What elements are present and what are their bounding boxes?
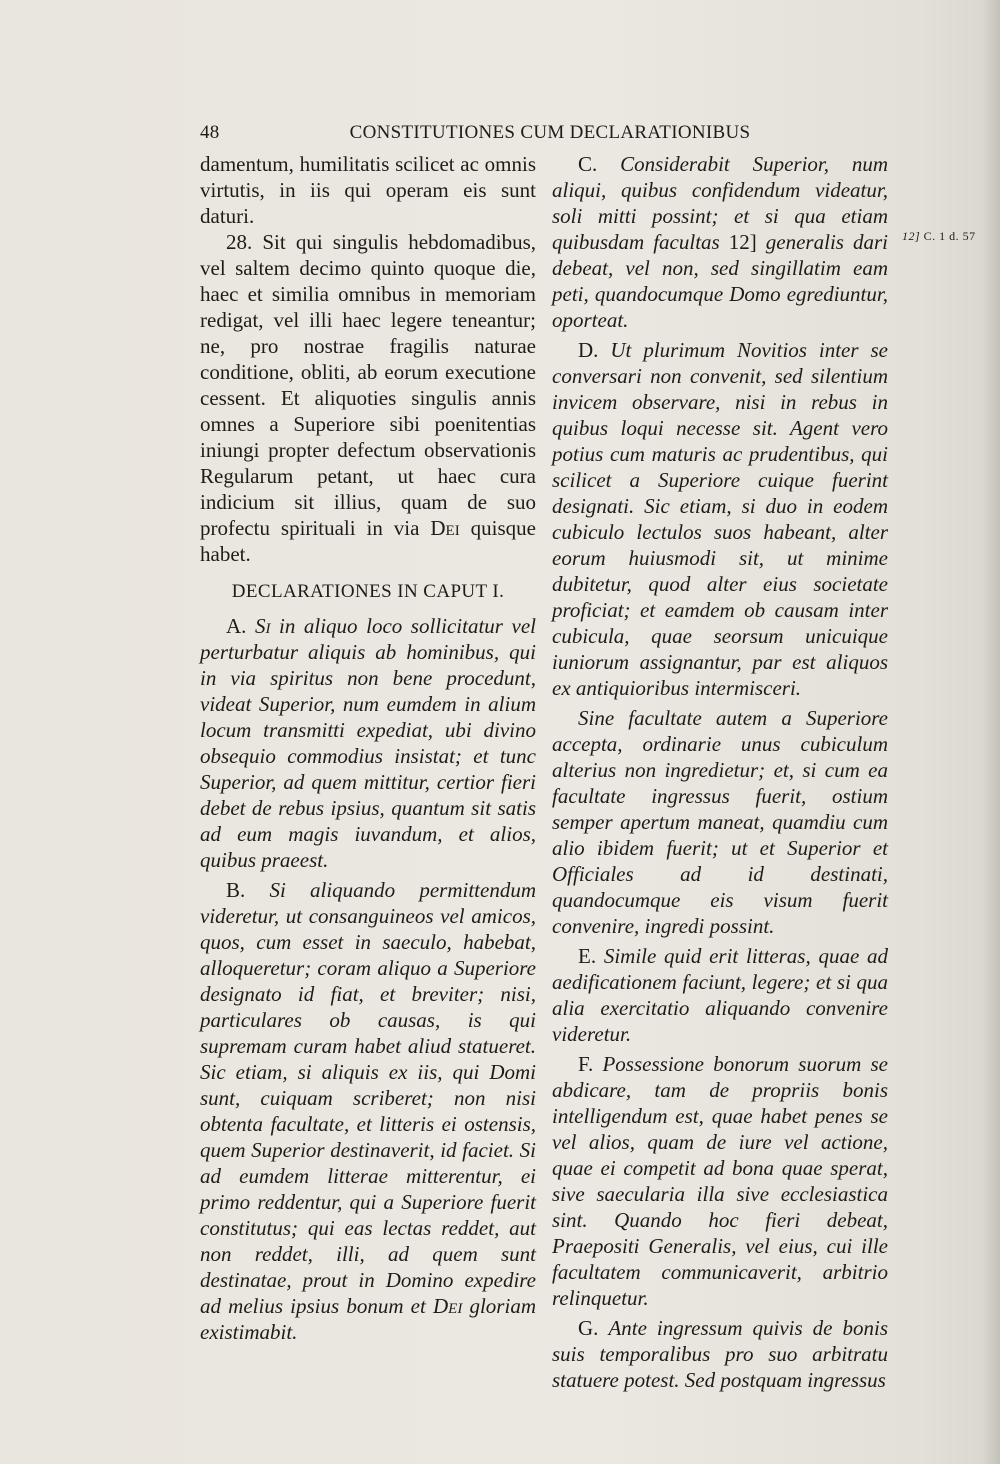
declaration-a-text: in aliquo loco sollicitatur vel perturbatur aliquis ab hominibus, qui in via spiritus non bene procedunt, videat Superior, num eumdem in alium locum transmitti expediat, ubi divino obsequio commodius insistat; et tunc Superior, ad quem mittitur, certior fieri debet de rebus ipsius, quantum sit satis ad eum magis iuvandum, et alios, quibus praeest. — [200, 614, 536, 872]
declaration-c-label: C. — [578, 152, 621, 176]
declaration-b-end: gloriam existimabit. — [200, 1294, 536, 1344]
left-column — [200, 151, 536, 1345]
declaration-a — [200, 613, 536, 873]
margin-note-text: C. 1 d. 57 — [923, 229, 976, 243]
paragraph-28-end: quisque habet. — [200, 516, 536, 566]
right-column — [552, 151, 888, 1393]
declaration-f — [552, 1051, 888, 1311]
header-title: CONSTITUTIONES CUM DECLARATIONIBUS — [349, 122, 751, 143]
section-heading: DECLARATIONES IN CAPUT I. — [231, 581, 505, 602]
declaration-b-label: B. — [226, 878, 270, 902]
paragraph-continuation: damentum, humilitatis scilicet ac omnis virtutis, in iis qui operam eis sunt daturi. — [200, 152, 536, 228]
declaration-a-label: A. — [226, 614, 255, 638]
declaration-e-label: E. — [578, 944, 604, 968]
declaration-d-sine: Sine facultate autem a Superiore accepta, ordinarie unus cubiculum alterius non ingredietur; et, si cum ea facultate ingressus fuerit, ostium semper apertum maneat, quamdiu cum alio ibidem fuerit; ut et Superior et Officiales ad id destinati, quandocumque eis visum fuerit convenire, ingredi possint. — [552, 706, 888, 938]
declaration-e-text: Simile quid erit litteras, quae ad aedificationem faciunt, legere; et si qua alia exercitatio aliquando convenire videretur. — [552, 944, 889, 1046]
declaration-g-text: Ante ingressum quivis de bonis suis temporalibus pro suo arbitratu statuere potest. Sed postquam ingressus — [552, 1316, 889, 1392]
declaration-d-label: D. — [578, 338, 611, 362]
paragraph-28 — [200, 229, 536, 567]
declaration-a-initial: Si — [254, 614, 271, 638]
declaration-d-text: Ut plurimum Novitios inter se conversari non convenit, sed silentium invicem observare, nisi in rebus in quibus loqui necesse sit. Agent vero potius cum maturis ac prudentibus, qui scilicet a Superiore cuique fuerint designati. Sic etiam, si duo in eodem cubiculo lectulos suos habeant, alter eorum huiusmodi sit, ut minime dubitetur, quod alter eius societate proficiat; et eamdem ob causam inter cubicula, quae seorsum unicuique iuniorum assignantur, par est aliquos ex antiquioribus intermisceri. — [552, 338, 888, 700]
declaration-d — [552, 337, 888, 701]
declaration-g — [552, 1315, 888, 1393]
declaration-b — [200, 877, 536, 1345]
margin-note — [902, 229, 976, 244]
dei-smallcaps-b: Dei — [432, 1294, 463, 1318]
page-edge-shadow — [982, 0, 1000, 1464]
declaration-g-label: G. — [578, 1316, 609, 1340]
declaration-c — [552, 151, 888, 333]
declaration-f-text: Possessione bonorum suorum se abdicare, tam de propriis bonis intelligendum est, quae habet penes se vel alios, quam de iure vel actione, quae ei competit ad bona quae sperat, sive saecularia illa sive ecclesiastica sint. Quando hoc fieri debeat, Praepositi Generalis, vel eius, cui ille facultatem communicaverit, arbitrio relinquetur. — [552, 1052, 888, 1310]
declaration-c-text: Considerabit Superior, num aliqui, quibus confidendum videatur, soli mitti possint; et si qua etiam quibusdam facultas — [552, 152, 889, 254]
running-head — [200, 122, 890, 148]
declaration-e — [552, 943, 888, 1047]
declaration-c-ref: 12] — [728, 230, 757, 254]
declaration-f-label: F. — [578, 1052, 603, 1076]
dei-smallcaps: Dei — [430, 516, 460, 540]
margin-note-ref: 12] — [902, 229, 921, 243]
paragraph-28-text: 28. Sit qui singulis hebdomadibus, vel saltem decimo quinto quoque die, haec et similia omnibus in memoriam redigat, vel illi haec legere teneantur; ne, pro nostrae fragilis naturae conditione, obliti, ab eorum executione cessent. Et aliquoties singulis annis omnes a Superiore sibi poenitentias iniungi propter defectum observationis Regularum petant, ut haec cura indicium sit illius, quam de suo profectu spirituali in via — [200, 230, 536, 540]
declaration-b-text: Si aliquando permittendum videretur, ut consanguineos vel amicos, quos, cum esset in saeculo, habebat, alloqueretur; coram aliquo a Superiore designato id fiat, et breviter; nisi, particulares ob causas, is qui supremam curam habet aliud statueret. Sic etiam, si aliquis ex iis, qui Domi sunt, cuiquam scriberet; non nisi obtenta facultate, et litteris ei ostensis, quem Superior destinaverit, id faciet. Si ad eumdem litterae mitterentur, ei primo reddentur, qui a Superiore fuerit constitutus; qui eas lectas reddet, aut non reddet, illi, ad quem sunt destinatae, prout in Domino expedire ad melius ipsius bonum et — [200, 878, 536, 1318]
declaration-c-text-end: generalis dari debeat, vel non, sed singillatim eam peti, quandocumque Domo egrediuntur, oporteat. — [552, 230, 888, 332]
page-number: 48 — [200, 122, 220, 143]
